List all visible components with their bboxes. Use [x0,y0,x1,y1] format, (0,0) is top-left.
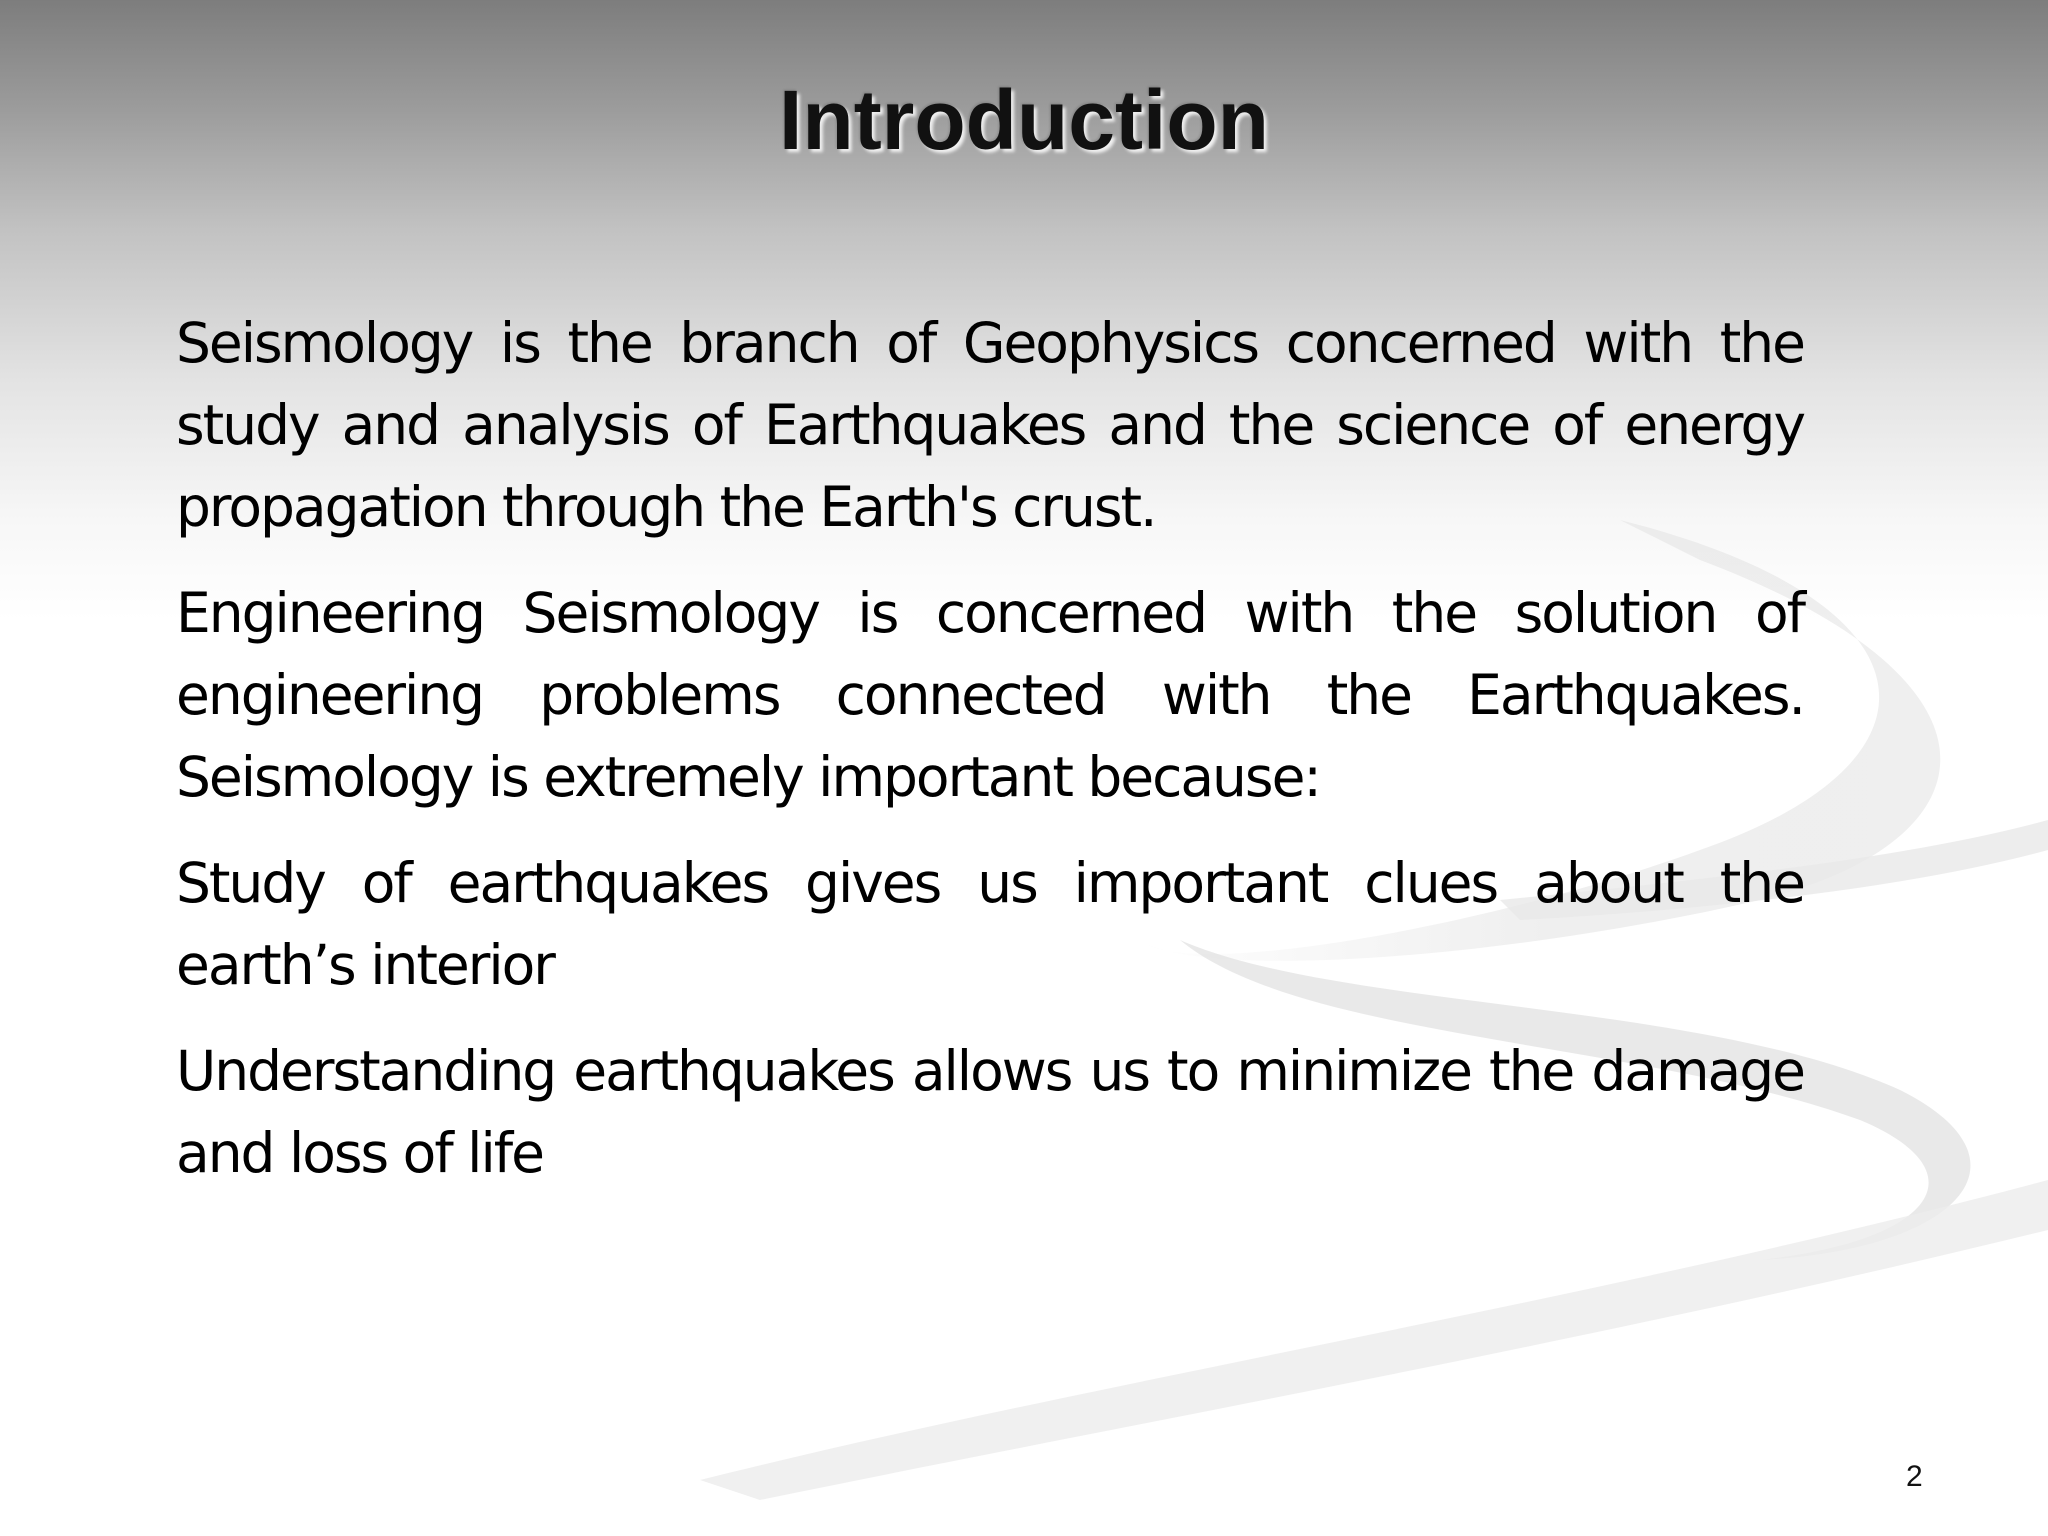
paragraph-minimize-damage: Understanding earthquakes allows us to minimize the damage and loss of life [176,1039,1804,1185]
swoosh-band-lower [700,1180,2048,1500]
page-number: 2 [1906,1460,1923,1493]
paragraph-engineering-seismology: Engineering Seismology is concerned with the solution of engineering problems connected with the Earthquakes. Seismology is extremely important because: [176,581,1804,809]
slide-body [176,302,1804,1218]
paragraph-earth-interior: Study of earthquakes gives us important clues about the earth’s interior [176,851,1804,997]
slide-title: Introduction [779,73,1269,167]
paragraph-seismology-definition: Seismology is the branch of Geophysics concerned with the study and analysis of Earthquakes and the science of energy propagation through the Earth's crust. [176,311,1804,539]
